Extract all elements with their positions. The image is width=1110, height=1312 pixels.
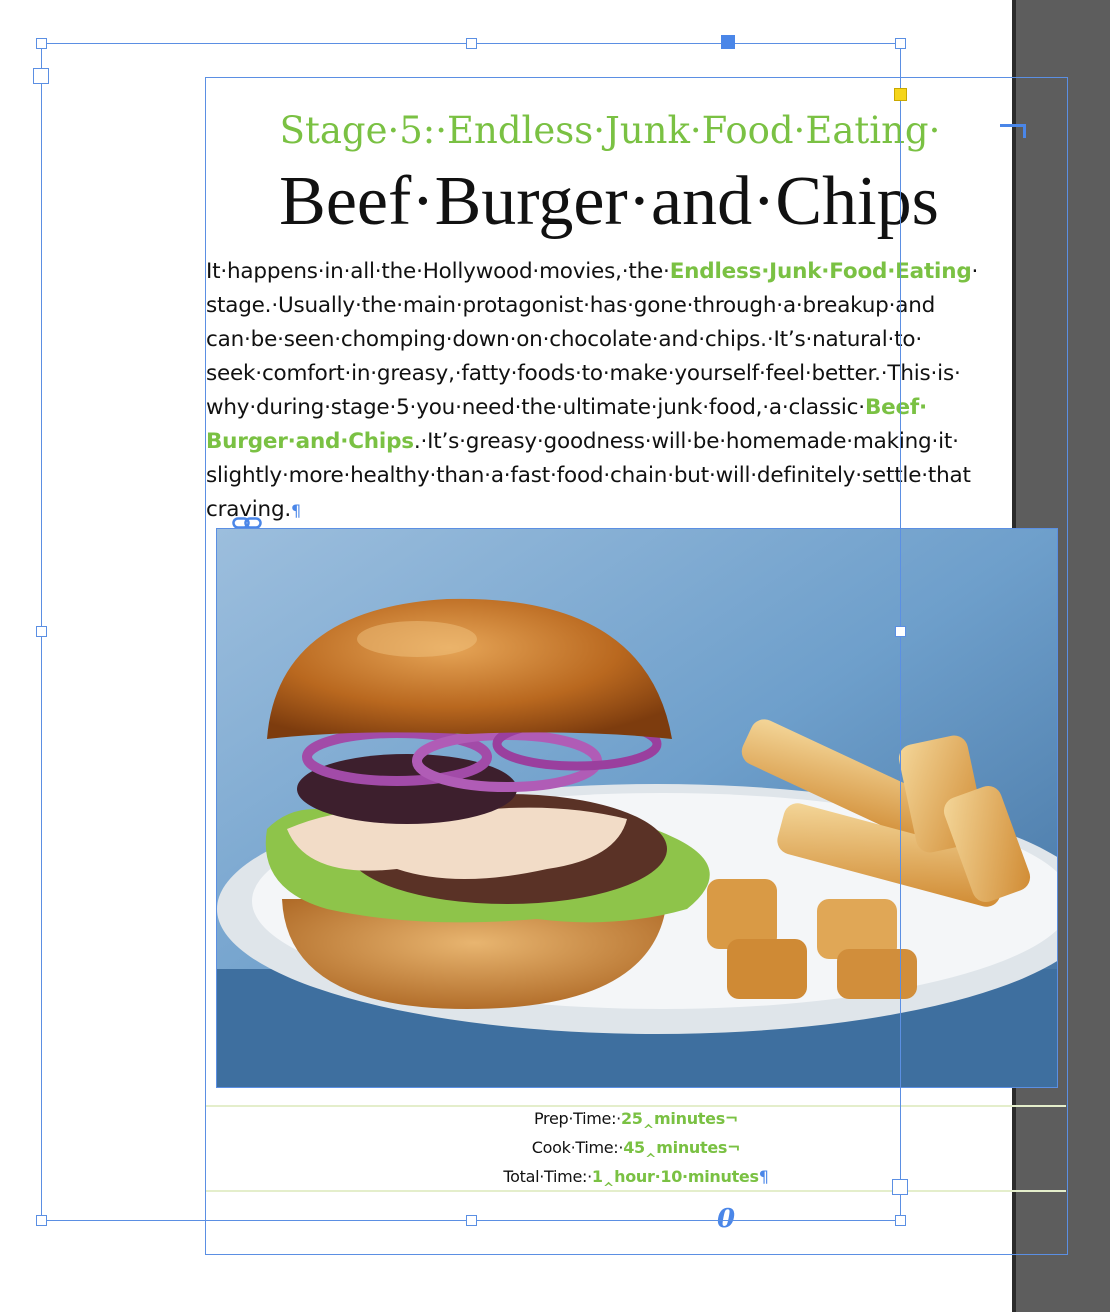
pilcrow-icon: ¶ [758,1167,769,1186]
out-port-handle[interactable] [892,1179,908,1195]
prep-time-value: 25‸minutes¬ [620,1109,739,1128]
body-text-run: It·happens·in·all·the·Hollywood·movies,·the· [206,259,670,284]
in-port-handle[interactable] [721,35,735,49]
resize-handle-top-left[interactable] [36,38,47,49]
body-highlight: Beef· [864,395,928,420]
pilcrow-icon: ¶ [291,501,302,520]
body-text-run: .·It’s·greasy·goodness·will·be·homemade·making·it· [413,429,959,454]
body-text-run: craving. [206,497,292,522]
text-frame-bounds[interactable] [205,77,1068,1255]
resize-handle-frame-corner[interactable] [33,68,49,84]
total-time-value: 1‸hour·10·minutes [591,1167,759,1186]
stage-title[interactable]: Stage·5:·Endless·Junk·Food·Eating· [279,109,941,152]
body-text-run: seek·comfort·in·greasy,·fatty·foods·to·make·yourself·feel·better.·This·is· [206,361,961,386]
prep-time-label: Prep·Time:· [533,1109,621,1128]
body-text-run: stage.·Usually·the·main·protagonist·has·gone·through·a·breakup·and [206,293,936,318]
body-text-run: slightly·more·healthy·than·a·fast·food·chain·but·will·definitely·settle·that [206,463,971,488]
resize-handle-top-right[interactable] [895,38,906,49]
body-highlight: Burger·and·Chips [206,429,414,454]
body-highlight: Endless·Junk·Food·Eating [669,259,972,284]
resize-handle-left[interactable] [36,626,47,637]
total-time-label: Total·Time:· [503,1167,592,1186]
resize-handle-bottom-left[interactable] [36,1215,47,1226]
anchor-icon[interactable]: 0 [717,1204,736,1234]
body-text-run: · [971,259,979,284]
resize-handle-top[interactable] [466,38,477,49]
resize-handle-bottom[interactable] [466,1215,477,1226]
cook-time-label: Cook·Time:· [531,1138,624,1157]
resize-handle-bottom-right[interactable] [895,1215,906,1226]
body-text-run: why·during·stage·5·you·need·the·ultimate·junk·food,·a·classic· [206,395,865,420]
recipe-title[interactable]: Beef·Burger·and·Chips [279,163,939,240]
corner-effect-handle[interactable] [894,88,907,101]
body-text-run: can·be·seen·chomping·down·on·chocolate·and·chips.·It’s·natural·to· [206,327,922,352]
resize-handle-right[interactable] [895,626,906,637]
cook-time-value: 45‸minutes¬ [623,1138,741,1157]
